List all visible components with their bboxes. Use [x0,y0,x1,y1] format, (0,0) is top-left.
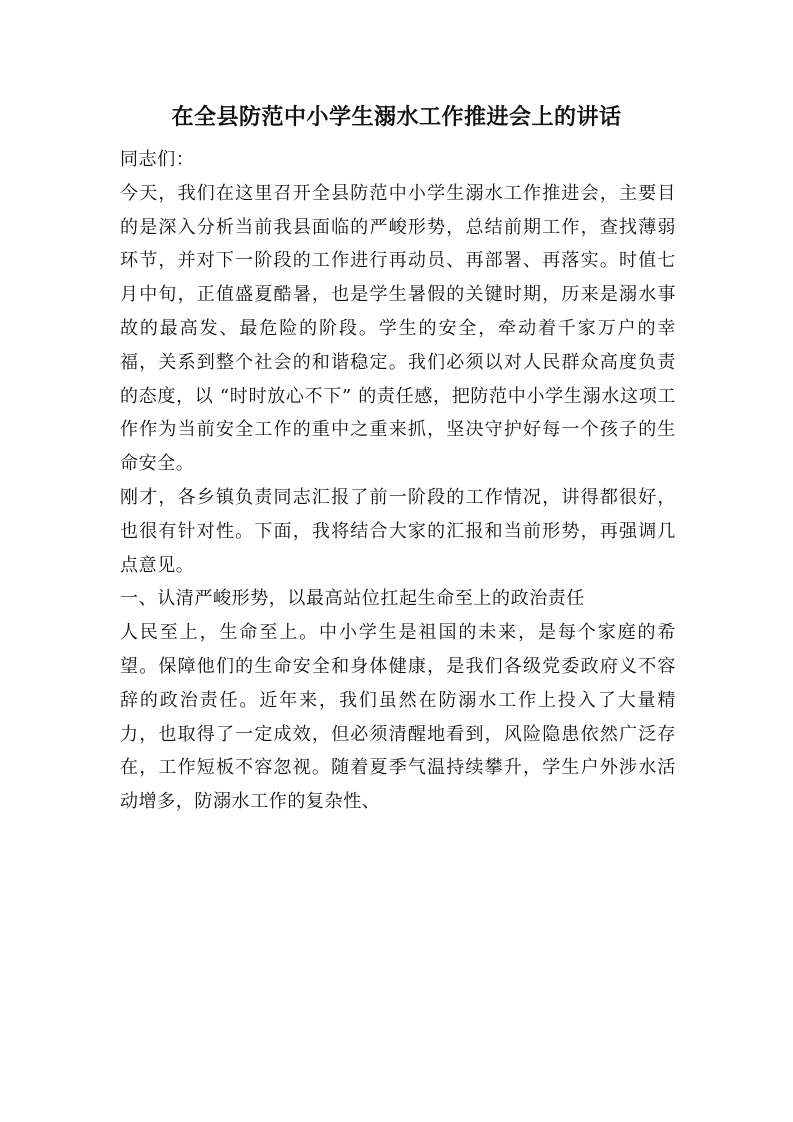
document-body [120,143,676,819]
paragraph-transition: 刚才，各乡镇负责同志汇报了前一阶段的工作情况，讲得都很好，也很有针对性。下面，我将结合大家的汇报和当前形势，再强调几点意见。 [120,486,676,576]
paragraph-opening: 今天，我们在这里召开全县防范中小学生溺水工作推进会，主要目的是深入分析当前我县面临的严峻形势，总结前期工作，查找薄弱环节，并对下一阶段的工作进行再动员、再部署、再落实。时值七月中旬，正值盛夏酷暑，也是学生暑假的关键时期，历来是溺水事故的最高发、最危险的阶段。学生的安全，牵动着千家万户的幸福，关系到整个社会的和谐稳定。我们必须以对人民群众高度负责的态度，以 “时时放心不下” 的责任感，把防范中小学生溺水这项工作作为当前安全工作的重中之重来抓，坚决守护好每一个孩子的生命安全。 [120,182,676,475]
section-heading-one: 一、认清严峻形势，以最高站位扛起生命至上的政治责任 [120,588,585,610]
salutation: 同志们： [120,149,195,170]
document-title: 在全县防范中小学生溺水工作推进会上的讲话 [171,104,622,130]
paragraph-section-one: 人民至上，生命至上。中小学生是祖国的未来，是每个家庭的希望。保障他们的生命安全和身体健康，是我们各级党委政府义不容辞的政治责任。近年来，我们虽然在防溺水工作上投入了大量精力，也取得了一定成效，但必须清醒地看到，风险隐患依然广泛存在，工作短板不容忽视。随着夏季气温持续攀升，学生户外涉水活动增多，防溺水工作的复杂性、 [120,622,676,813]
